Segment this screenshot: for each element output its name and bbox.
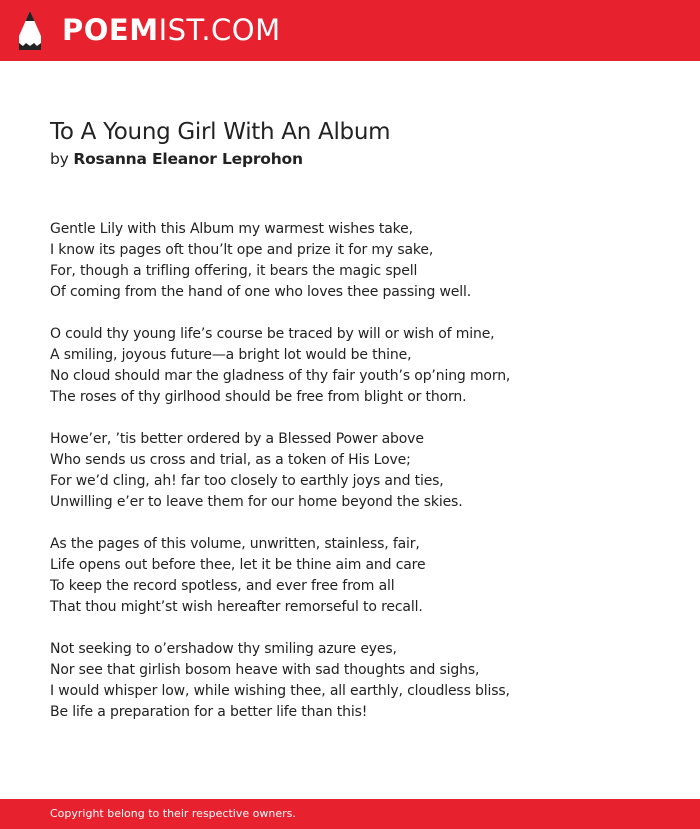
stanza [50, 534, 670, 618]
poem-line: Howe’er, ’tis better ordered by a Blessed Power above [50, 431, 424, 447]
logo-bold-text: POEM [62, 13, 159, 47]
by-label: by [50, 150, 69, 168]
poem-line: The roses of thy girlhood should be free from blight or thorn. [50, 389, 467, 405]
stanza [50, 639, 670, 723]
poem-title: To A Young Girl With An Album [50, 119, 391, 145]
poem-line: For we’d cling, ah! far too closely to earthly joys and ties, [50, 473, 444, 489]
poem-line: Be life a preparation for a better life than this! [50, 704, 368, 720]
copyright-text: Copyright belong to their respective owners. [50, 807, 296, 820]
stanza [50, 429, 670, 513]
poem-line: Not seeking to o’ershadow thy smiling azure eyes, [50, 641, 397, 657]
poem-line: Life opens out before thee, let it be thine aim and care [50, 557, 426, 573]
poem-line: Who sends us cross and trial, as a token of His Love; [50, 452, 411, 468]
poem-line: Nor see that girlish bosom heave with sad thoughts and sighs, [50, 662, 480, 678]
pencil-icon [17, 10, 43, 52]
poem-body [50, 219, 670, 744]
poem-line: Of coming from the hand of one who loves thee passing well. [50, 284, 472, 300]
poem-line: A smiling, joyous future—a bright lot would be thine, [50, 347, 412, 363]
poem-line: To keep the record spotless, and ever free from all [50, 578, 395, 594]
site-logo[interactable] [62, 13, 281, 47]
stanza [50, 219, 670, 303]
logo-light-text: IST.COM [158, 13, 281, 47]
poem-line: I would whisper low, while wishing thee, all earthly, cloudless bliss, [50, 683, 510, 699]
poem-line: That thou might’st wish hereafter remorseful to recall. [50, 599, 423, 615]
poem-line: Unwilling e’er to leave them for our home beyond the skies. [50, 494, 463, 510]
site-header [0, 0, 700, 61]
poem-line: As the pages of this volume, unwritten, stainless, fair, [50, 536, 420, 552]
stanza [50, 324, 670, 408]
poem-line: O could thy young life’s course be traced by will or wish of mine, [50, 326, 495, 342]
poem-line: I know its pages oft thou’lt ope and prize it for my sake, [50, 242, 434, 258]
poem-line: No cloud should mar the gladness of thy fair youth’s op’ning morn, [50, 368, 511, 384]
poem-line: For, though a trifling offering, it bears the magic spell [50, 263, 418, 279]
poem-line: Gentle Lily with this Album my warmest wishes take, [50, 221, 413, 237]
site-footer [0, 799, 700, 829]
byline [50, 149, 303, 169]
author-name: Rosanna Eleanor Leprohon [73, 150, 303, 168]
